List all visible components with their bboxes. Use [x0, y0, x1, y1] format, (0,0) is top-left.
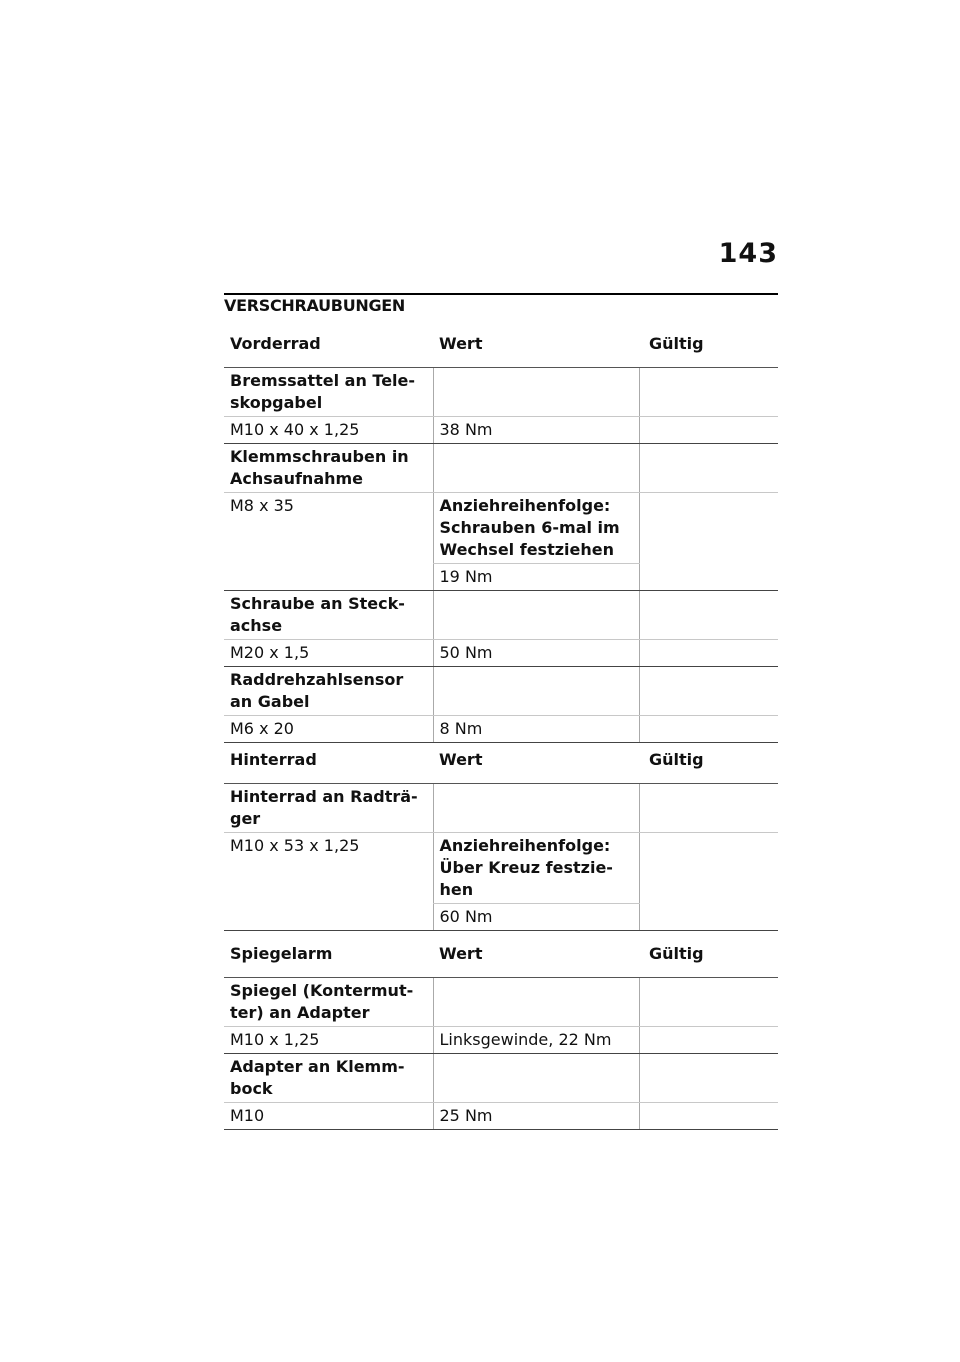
valid-cell: [639, 493, 778, 591]
component-name: Hinterrad an Radträ-ger: [224, 784, 433, 833]
page-number: 143: [718, 238, 778, 269]
mirror-arm-table: [224, 930, 778, 1130]
torque-value: 19 Nm: [433, 564, 639, 591]
col-header-valid: Gültig: [639, 736, 778, 784]
tightening-note: Anziehreihenfolge: Schrauben 6-mal im Wechsel festziehen: [433, 493, 639, 564]
torque-value: 25 Nm: [433, 1103, 639, 1130]
table-header-row: [224, 930, 778, 978]
valid-cell: [639, 784, 778, 833]
col-header-value: Wert: [433, 320, 639, 368]
torque-value: Linksgewinde, 22 Nm: [433, 1027, 639, 1054]
section-title: VERSCHRAUBUNGEN: [224, 296, 406, 315]
valid-cell: [639, 417, 778, 444]
value-cell: [433, 1054, 639, 1103]
header-rule: [224, 293, 778, 295]
thread-spec: M10: [224, 1103, 433, 1130]
col-header-valid: Gültig: [639, 320, 778, 368]
table-row: [224, 493, 778, 564]
value-cell: [433, 784, 639, 833]
value-cell: [433, 591, 639, 640]
valid-cell: [639, 368, 778, 417]
col-header-component: Hinterrad: [224, 736, 433, 784]
component-name: Klemmschrauben in Achsaufnahme: [224, 444, 433, 493]
component-name: Spiegel (Kontermut-ter) an Adapter: [224, 978, 433, 1027]
thread-spec: M20 x 1,5: [224, 640, 433, 667]
torque-value: 8 Nm: [433, 716, 639, 743]
component-name: Raddrehzahlsensor an Gabel: [224, 667, 433, 716]
table-header-row: [224, 320, 778, 368]
col-header-value: Wert: [433, 930, 639, 978]
torque-value: 60 Nm: [433, 904, 639, 931]
component-name: Schraube an Steck-achse: [224, 591, 433, 640]
rear-wheel-table: [224, 736, 778, 931]
valid-cell: [639, 1103, 778, 1130]
table-row: [224, 640, 778, 667]
table-row: [224, 1054, 778, 1103]
table-row: [224, 1027, 778, 1054]
value-cell: [433, 667, 639, 716]
table-row: [224, 667, 778, 716]
thread-spec: M10 x 1,25: [224, 1027, 433, 1054]
thread-spec: M6 x 20: [224, 716, 433, 743]
col-header-valid: Gültig: [639, 930, 778, 978]
tightening-note: Anziehreihenfolge: Über Kreuz festzie-hen: [433, 833, 639, 904]
front-wheel-table: [224, 320, 778, 743]
valid-cell: [639, 1027, 778, 1054]
table-row: [224, 978, 778, 1027]
valid-cell: [639, 444, 778, 493]
table-row: [224, 1103, 778, 1130]
valid-cell: [639, 591, 778, 640]
valid-cell: [639, 833, 778, 931]
table-row: [224, 444, 778, 493]
thread-spec: M10 x 53 x 1,25: [224, 833, 433, 931]
component-name: Adapter an Klemm-bock: [224, 1054, 433, 1103]
valid-cell: [639, 1054, 778, 1103]
table-header-row: [224, 736, 778, 784]
value-cell: [433, 978, 639, 1027]
table-row: [224, 833, 778, 904]
component-name: Bremssattel an Tele-skopgabel: [224, 368, 433, 417]
torque-value: 38 Nm: [433, 417, 639, 444]
value-cell: [433, 368, 639, 417]
col-header-value: Wert: [433, 736, 639, 784]
col-header-component: Spiegelarm: [224, 930, 433, 978]
valid-cell: [639, 667, 778, 716]
table-row: [224, 368, 778, 417]
table-row: [224, 417, 778, 444]
thread-spec: M8 x 35: [224, 493, 433, 591]
col-header-component: Vorderrad: [224, 320, 433, 368]
thread-spec: M10 x 40 x 1,25: [224, 417, 433, 444]
valid-cell: [639, 640, 778, 667]
value-cell: [433, 444, 639, 493]
table-row: [224, 591, 778, 640]
valid-cell: [639, 978, 778, 1027]
torque-value: 50 Nm: [433, 640, 639, 667]
table-row: [224, 784, 778, 833]
